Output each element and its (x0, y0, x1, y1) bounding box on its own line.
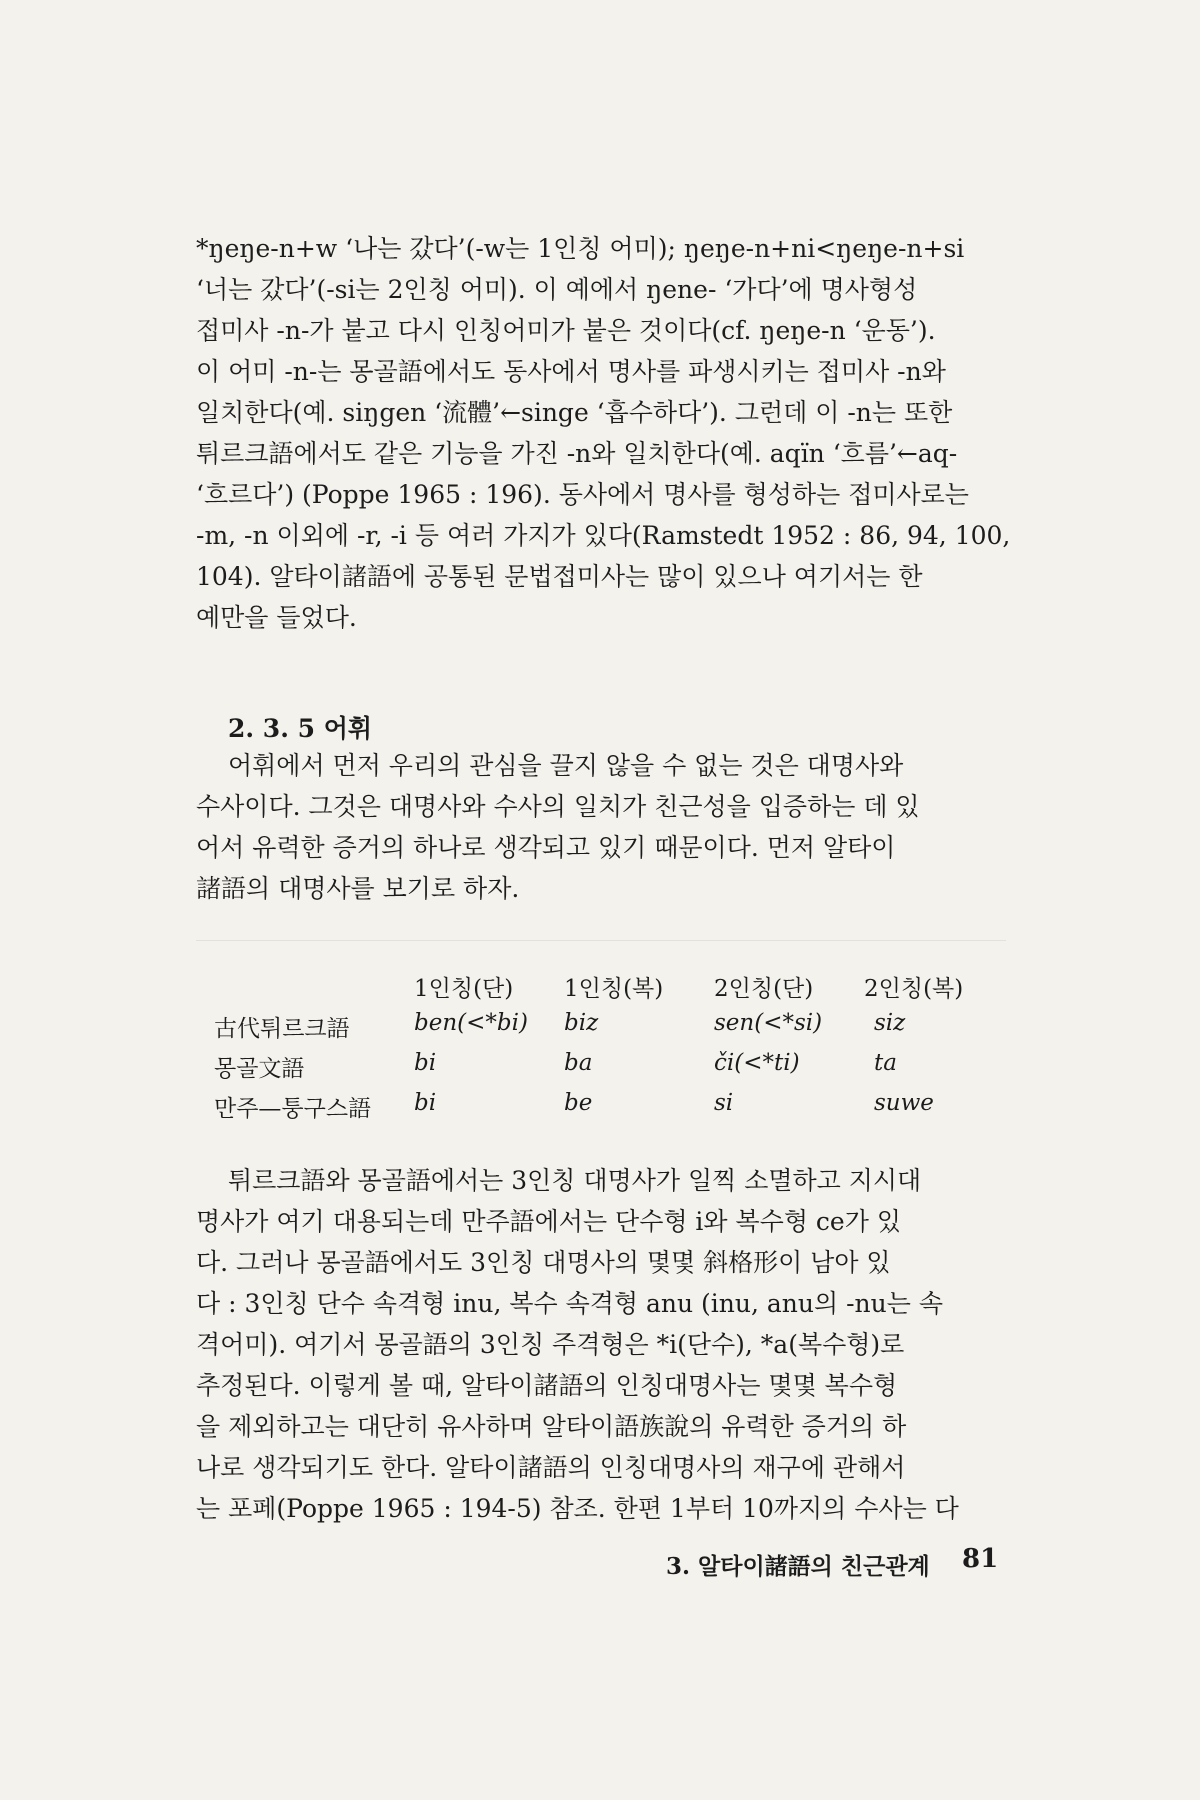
table-divider (196, 940, 1006, 941)
paragraph-third-person (196, 1160, 1006, 1529)
text-line: 어휘에서 먼저 우리의 관심을 끌지 않을 수 없는 것은 대명사와 (228, 751, 904, 780)
text-line: ‘흐르다’) (Poppe 1965 : 196). 동사에서 명사를 형성하는 접미사로는 (196, 480, 969, 509)
text-line: 예만을 들었다. (196, 603, 357, 632)
text-line: 는 포페(Poppe 1965 : 194-5) 참조. 한편 1부터 10까지의 수사는 다 (196, 1494, 959, 1523)
table-cell: siz (874, 1010, 906, 1036)
text-line: 다. 그러나 몽골語에서도 3인칭 대명사의 몇몇 斜格形이 남아 있 (196, 1248, 891, 1277)
text-line: -m, -n 이외에 -r, -i 등 여러 가지가 있다(Ramstedt 1952 : 86, 94, 100, (196, 521, 1011, 550)
text-line: *ŋeŋe-n+w ‘나는 갔다’(-w는 1인칭 어미); ŋeŋe-n+ni<ŋeŋe-n+si (196, 234, 965, 263)
section-heading: 2. 3. 5 어휘 (228, 714, 373, 743)
table-language-cell: 몽골文語 (214, 1056, 305, 1082)
text-line: 다 : 3인칭 단수 속격형 inu, 복수 속격형 anu (inu, anu의 -nu는 속 (196, 1289, 943, 1318)
table-cell: ben(<*bi) (414, 1010, 528, 1036)
table-row (214, 1010, 994, 1050)
text-line: 을 제외하고는 대단히 유사하며 알타이語族說의 유력한 증거의 하 (196, 1412, 907, 1441)
text-line: 諸語의 대명사를 보기로 하자. (196, 874, 520, 903)
text-line: 나로 생각되기도 한다. 알타이諸語의 인칭대명사의 재구에 관해서 (196, 1453, 906, 1482)
text-line: 튀르크語에서도 같은 기능을 가진 -n와 일치한다(예. aqïn ‘흐름’←aq- (196, 439, 958, 468)
paragraph-vocabulary (196, 745, 1006, 909)
table-cell: či(<*ti) (714, 1050, 800, 1076)
text-line: 104). 알타이諸語에 공통된 문법접미사는 많이 있으나 여기서는 한 (196, 562, 923, 591)
page-number: 81 (962, 1544, 999, 1574)
text-line: 격어미). 여기서 몽골語의 3인칭 주격형은 *i(단수), *a(복수형)로 (196, 1330, 905, 1359)
text-line: 이 어미 -n-는 몽골語에서도 동사에서 명사를 파생시키는 접미사 -n와 (196, 357, 946, 386)
table-cell: suwe (874, 1090, 934, 1116)
table-cell: si (714, 1090, 734, 1116)
text-line: ‘너는 갔다’(-si는 2인칭 어미). 이 예에서 ŋene- ‘가다’에 명사형성 (196, 275, 918, 304)
table-header-row (214, 970, 994, 1010)
table-header-cell: 1인칭(복) (564, 976, 664, 1002)
table-language-cell: 만주—퉁구스語 (214, 1096, 372, 1122)
running-footer-title: 3. 알타이諸語의 친근관계 (666, 1553, 930, 1580)
table-cell: sen(<*si) (714, 1010, 823, 1036)
text-line: 튀르크語와 몽골語에서는 3인칭 대명사가 일찍 소멸하고 지시대 (228, 1166, 922, 1195)
table-language-cell: 古代튀르크語 (214, 1016, 350, 1042)
text-line: 접미사 -n-가 붙고 다시 인칭어미가 붙은 것이다(cf. ŋeŋe-n ‘운동’). (196, 316, 936, 345)
table-cell: ta (874, 1050, 897, 1076)
table-cell: ba (564, 1050, 593, 1076)
table-cell: bi (414, 1090, 437, 1116)
table-header-cell: 2인칭(단) (714, 976, 814, 1002)
pronoun-table (214, 970, 994, 1130)
text-line: 명사가 여기 대용되는데 만주語에서는 단수형 i와 복수형 ce가 있 (196, 1207, 901, 1236)
table-header-cell: 1인칭(단) (414, 976, 514, 1002)
text-line: 수사이다. 그것은 대명사와 수사의 일치가 친근성을 입증하는 데 있 (196, 792, 920, 821)
paragraph-verb-suffixes (196, 228, 1011, 638)
table-header-cell: 2인칭(복) (864, 976, 964, 1002)
table-row (214, 1090, 994, 1130)
text-line: 추정된다. 이렇게 볼 때, 알타이諸語의 인칭대명사는 몇몇 복수형 (196, 1371, 898, 1400)
table-row (214, 1050, 994, 1090)
text-line: 어서 유력한 증거의 하나로 생각되고 있기 때문이다. 먼저 알타이 (196, 833, 896, 862)
table-cell: bi (414, 1050, 437, 1076)
table-cell: be (564, 1090, 593, 1116)
table-cell: biz (564, 1010, 599, 1036)
text-line: 일치한다(예. siŋgen ‘流體’←singe ‘흡수하다’). 그런데 이 -n는 또한 (196, 398, 953, 427)
